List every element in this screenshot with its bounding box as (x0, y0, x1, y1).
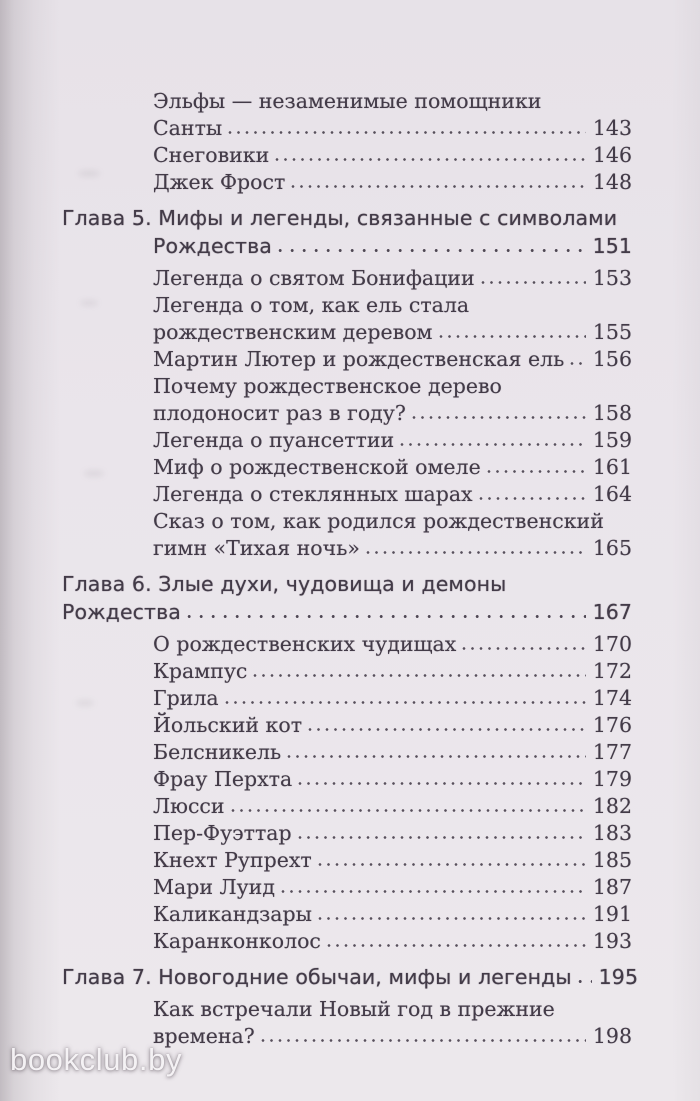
toc-dot-leader (570, 361, 586, 366)
toc-page-number: 151 (592, 234, 632, 258)
toc-entry-line (62, 820, 632, 847)
toc-entry-line (62, 535, 632, 562)
toc-entry-text: Джек Фрост (153, 170, 286, 194)
toc-dot-leader (318, 916, 586, 921)
toc-entry-line (62, 874, 632, 901)
toc-section (62, 963, 639, 1050)
toc-section (62, 204, 632, 562)
toc-dot-leader (225, 700, 586, 705)
toc-dot-leader (578, 979, 592, 984)
toc-entry-line (62, 658, 632, 685)
table-of-contents (62, 88, 639, 1050)
toc-page-number: 170 (592, 632, 632, 656)
toc-dot-leader (481, 280, 586, 285)
toc-dot-leader (439, 334, 586, 339)
toc-dot-leader (231, 808, 586, 813)
toc-dot-leader (281, 889, 586, 894)
toc-entry-text: Почему рождественское дерево (153, 374, 502, 398)
toc-entry-line (62, 847, 632, 874)
toc-entry-line (62, 685, 632, 712)
toc-page-number: 148 (592, 170, 632, 194)
toc-dot-leader (261, 1038, 586, 1043)
toc-entry-text: Крампус (153, 659, 248, 683)
toc-entry-text: О рождественских чудищах (153, 632, 457, 656)
toc-page-number: 176 (592, 713, 632, 737)
toc-entry-text: Каранконколос (153, 929, 321, 953)
toc-dot-leader (479, 496, 586, 501)
toc-chapter-line (62, 232, 632, 260)
toc-entry-line (62, 481, 632, 508)
toc-page-number: 187 (592, 875, 632, 899)
toc-entry-text: Легенда о стеклянных шарах (153, 482, 473, 506)
toc-page-number: 158 (592, 401, 632, 425)
toc-entry-line (62, 88, 632, 115)
toc-page-number: 193 (592, 929, 632, 953)
toc-chapter-text: Рождества (62, 600, 181, 624)
toc-entry-text: Сказ о том, как родился рождественский (153, 509, 604, 533)
toc-page-number: 182 (592, 794, 632, 818)
toc-dot-leader (366, 550, 586, 555)
toc-entry-text: Легенда о святом Бонифации (153, 266, 475, 290)
toc-entries (62, 88, 632, 196)
toc-dot-leader (298, 835, 586, 840)
toc-entry-line (62, 346, 632, 373)
toc-dot-leader (275, 157, 586, 162)
toc-entry-line (62, 712, 632, 739)
toc-page-number: 183 (592, 821, 632, 845)
toc-entry-text: Грила (153, 686, 219, 710)
toc-dot-leader (487, 469, 586, 474)
toc-page-number: 143 (592, 116, 632, 140)
toc-entry-line (62, 928, 632, 955)
toc-entry-text: Снеговики (153, 143, 270, 167)
toc-entry-text: Легенда о пуансеттии (153, 428, 395, 452)
toc-page-number: 156 (592, 347, 632, 371)
toc-entry-line (62, 142, 632, 169)
toc-entry-line (62, 454, 632, 481)
toc-dot-leader (412, 415, 586, 420)
toc-page-number: 159 (592, 428, 632, 452)
toc-page-number: 177 (592, 740, 632, 764)
toc-entry-text: Как встречали Новый год в прежние (153, 997, 555, 1021)
toc-entry-line (62, 739, 632, 766)
toc-entry-text: Люсси (153, 794, 225, 818)
toc-chapter-text: Рождества (153, 234, 272, 258)
toc-chapter-line (62, 963, 639, 991)
toc-section (62, 570, 632, 955)
toc-entry-text: Фрау Перхта (153, 767, 293, 791)
toc-page-number: 195 (598, 965, 639, 989)
toc-page-number: 198 (592, 1024, 632, 1048)
toc-dot-leader (327, 943, 586, 948)
toc-dot-leader (462, 646, 586, 651)
watermark: bookclub.by (10, 1042, 183, 1077)
toc-dot-leader (278, 248, 586, 253)
toc-entry-line (62, 319, 632, 346)
toc-entry-text: Йольский кот (153, 713, 303, 737)
toc-entry-text: Кнехт Рупрехт (153, 848, 312, 872)
toc-page-number: 167 (592, 600, 632, 624)
toc-entry-text: плодоносит раз в году? (153, 401, 406, 425)
toc-dot-leader (308, 727, 586, 732)
toc-page-number: 153 (592, 266, 632, 290)
toc-entry-text: времена? (153, 1024, 255, 1048)
toc-entries (62, 631, 632, 955)
toc-entry-line (62, 508, 632, 535)
toc-entry-line (62, 169, 632, 196)
toc-entry-line (62, 292, 632, 319)
toc-entry-line (62, 400, 632, 427)
toc-entry-line (62, 793, 632, 820)
toc-entry-text: гимн «Тихая ночь» (153, 536, 360, 560)
toc-entry-line (62, 631, 632, 658)
toc-chapter-line (62, 598, 632, 626)
toc-entry-text: рождественским деревом (153, 320, 433, 344)
toc-entry-line (62, 115, 632, 142)
toc-entry-line (62, 901, 632, 928)
toc-entry-text: Белсникель (153, 740, 282, 764)
toc-chapter-text: Глава 6. Злые духи, чудовища и демоны (62, 572, 507, 596)
toc-dot-leader (400, 442, 586, 447)
toc-entry-text: Мартин Лютер и рождественская ель (153, 347, 565, 371)
toc-entry-line (62, 996, 632, 1023)
toc-entry-text: Эльфы — незаменимые помощники (153, 89, 542, 113)
toc-dot-leader (187, 614, 586, 619)
toc-dot-leader (287, 754, 586, 759)
toc-page-number: 165 (592, 536, 632, 560)
toc-page-number: 161 (592, 455, 632, 479)
toc-dot-leader (298, 781, 586, 786)
toc-page-number: 164 (592, 482, 632, 506)
toc-page-number: 191 (592, 902, 632, 926)
toc-page-number: 179 (592, 767, 632, 791)
toc-entry-text: Легенда о том, как ель стала (153, 293, 470, 317)
toc-entry-text: Санты (153, 116, 223, 140)
toc-chapter-text: Глава 5. Мифы и легенды, связанные с символами (62, 206, 618, 230)
toc-entry-line (62, 427, 632, 454)
toc-page-number: 185 (592, 848, 632, 872)
toc-page-number: 146 (592, 143, 632, 167)
toc-entry-text: Каликандзары (153, 902, 312, 926)
toc-page-number: 172 (592, 659, 632, 683)
toc-dot-leader (291, 184, 586, 189)
toc-entry-text: Миф о рождественской омеле (153, 455, 481, 479)
toc-chapter-line (62, 204, 632, 232)
toc-dot-leader (253, 673, 585, 678)
toc-page-number: 155 (592, 320, 632, 344)
toc-dot-leader (228, 130, 586, 135)
toc-chapter-text: Глава 7. Новогодние обычаи, мифы и легенды (62, 965, 572, 989)
toc-entry-text: Мари Луид (153, 875, 275, 899)
toc-dot-leader (318, 862, 586, 867)
toc-entry-line (62, 373, 632, 400)
toc-entry-text: Пер-Фуэттар (153, 821, 292, 845)
toc-section (62, 88, 632, 196)
toc-entries (62, 265, 632, 562)
toc-entry-line (62, 265, 632, 292)
toc-entry-line (62, 766, 632, 793)
toc-chapter-line (62, 570, 632, 598)
toc-page-number: 174 (592, 686, 632, 710)
